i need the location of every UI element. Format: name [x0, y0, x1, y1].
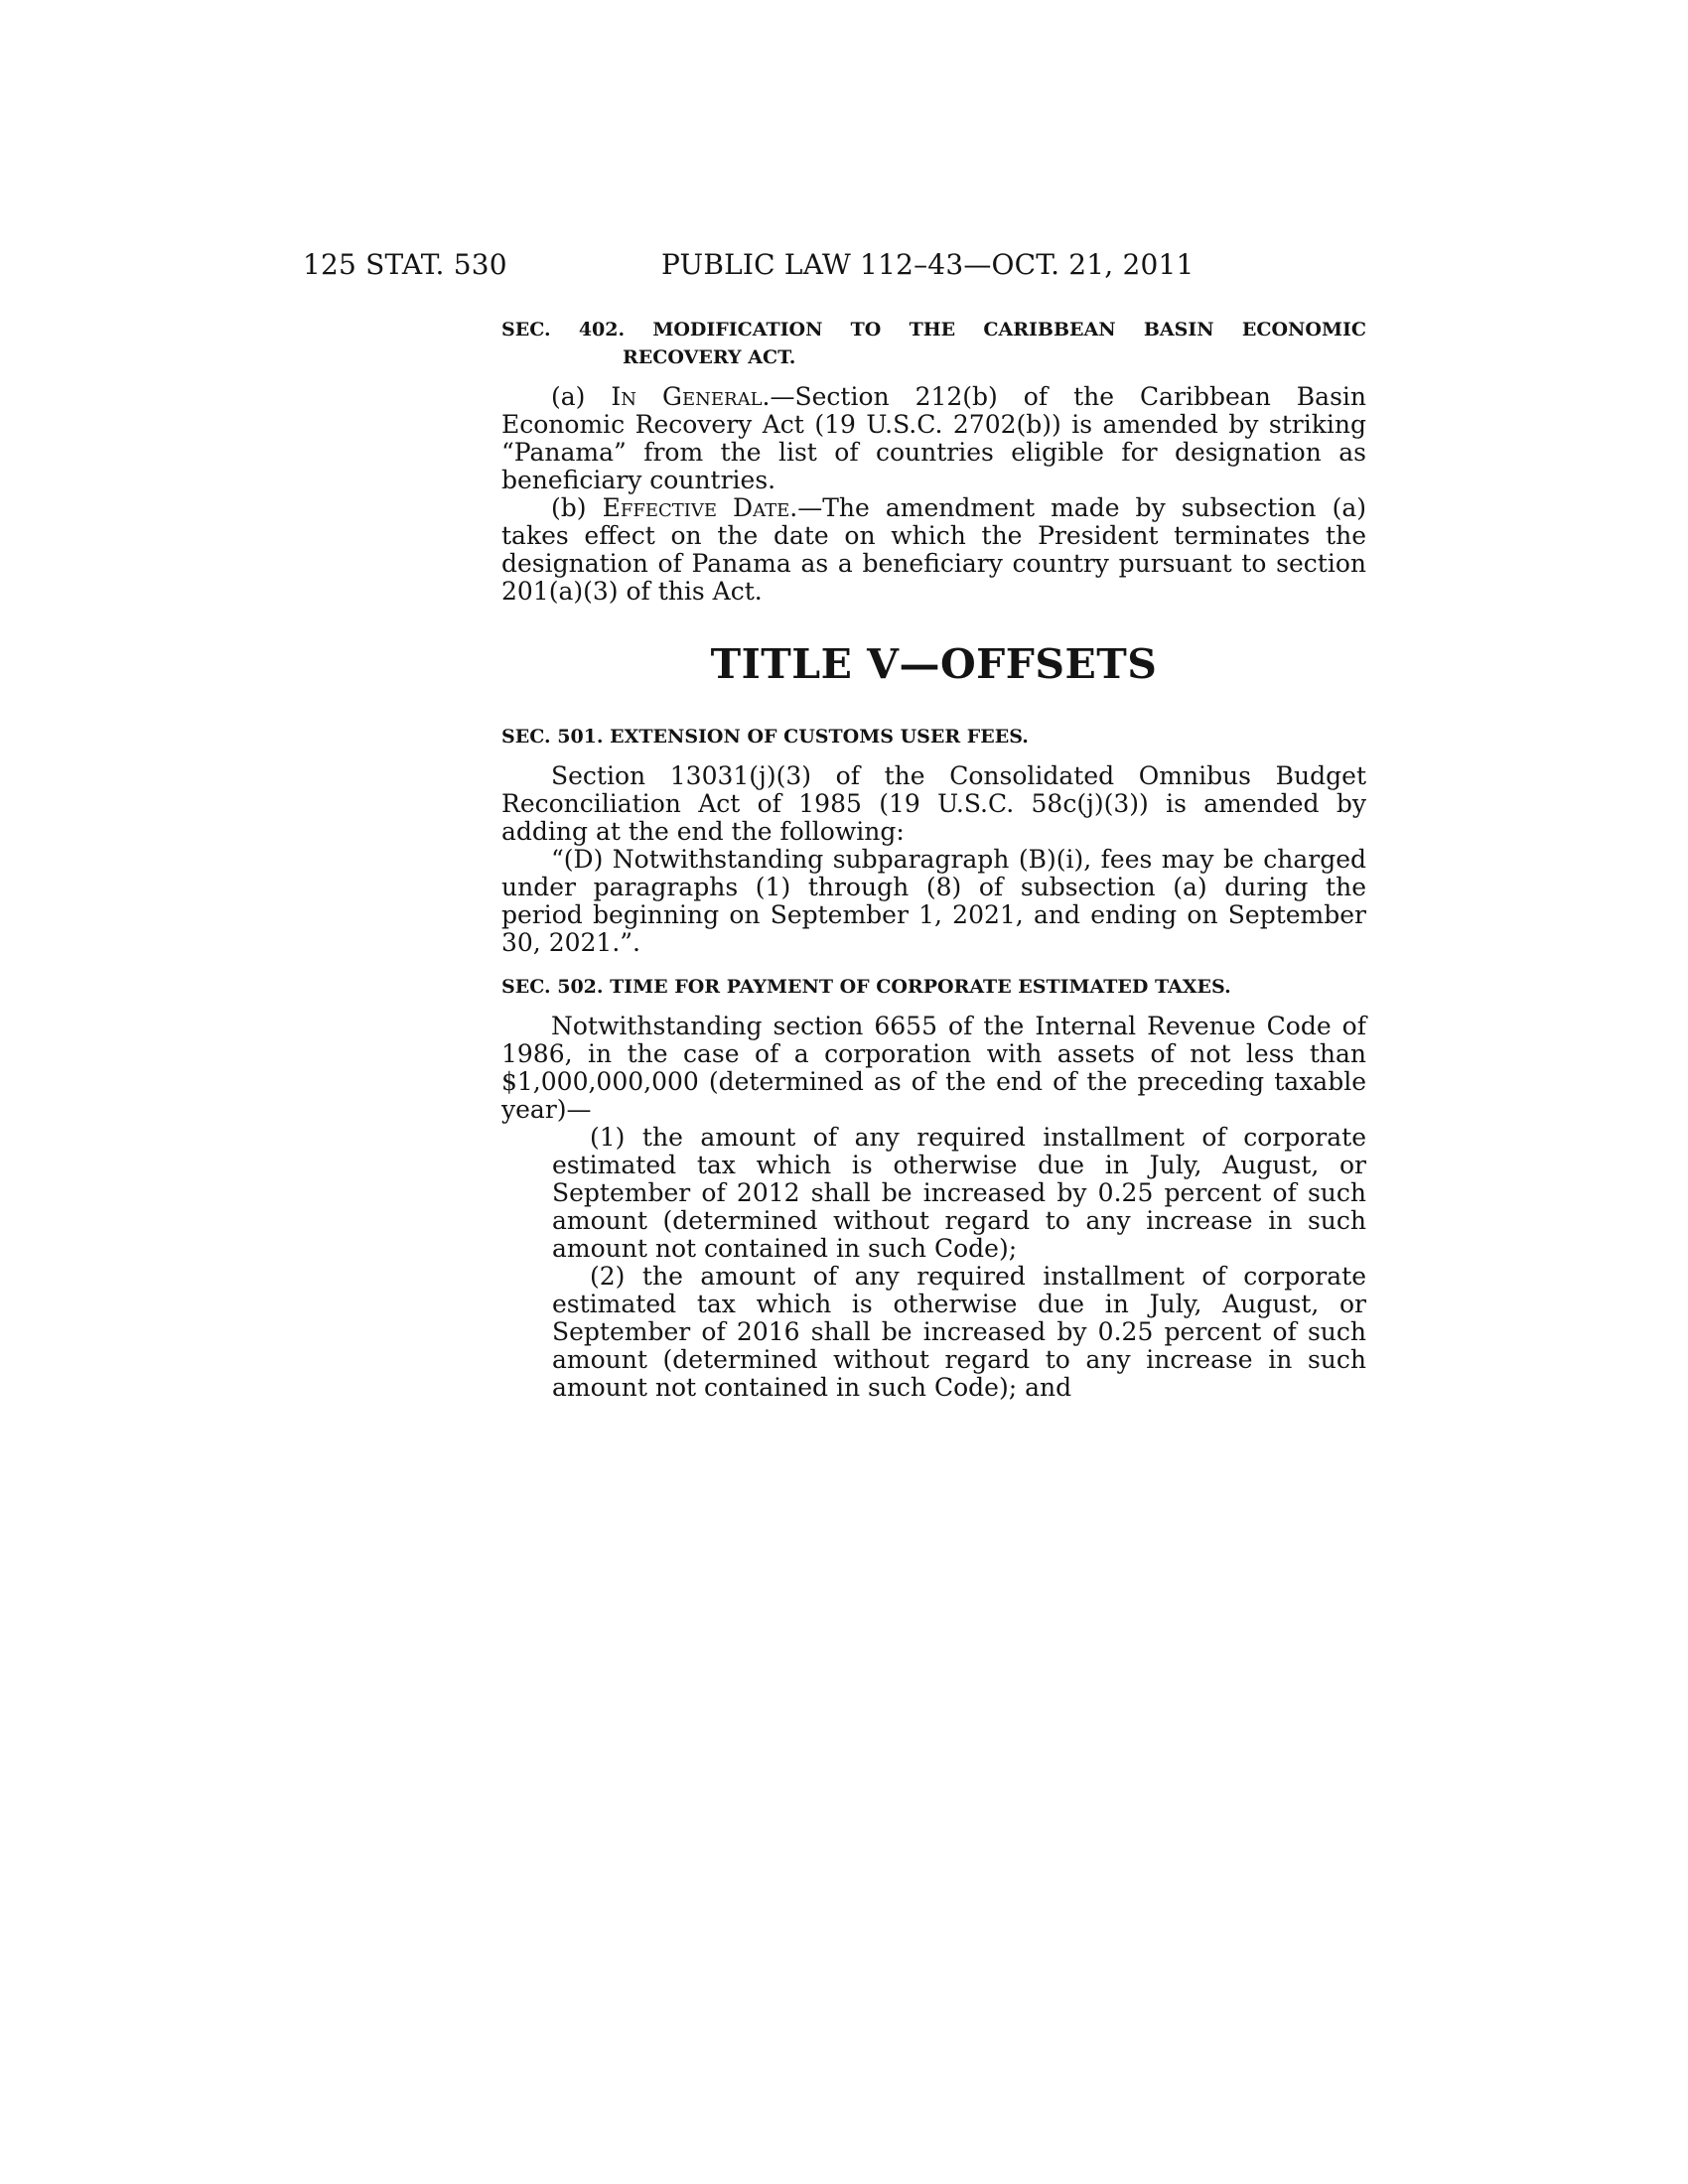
public-law-reference: PUBLIC LAW 112–43—OCT. 21, 2011 — [661, 248, 1195, 281]
subsection-a-label: In General — [611, 382, 763, 411]
section-402-heading: SEC. 402. MODIFICATION TO THE CARIBBEAN BASIN ECONOMIC — [501, 319, 1366, 341]
statute-page-reference: 125 STAT. 530 — [303, 248, 507, 281]
section-402-heading-continued: RECOVERY ACT. — [623, 346, 796, 368]
section-502-heading: SEC. 502. TIME FOR PAYMENT OF CORPORATE ESTIMATED TAXES. — [501, 976, 1231, 998]
section-501-heading: SEC. 501. EXTENSION OF CUSTOMS USER FEES. — [501, 726, 1029, 748]
document-body — [501, 316, 1366, 1402]
page-header — [303, 248, 1276, 292]
title-v-heading: TITLE V—OFFSETS — [710, 640, 1158, 688]
section-402-subsection-a: (a) In General.—Section 212(b) of the Caribbean Basin Economic Recovery Act (19 U.S.C. 2702(b)) is amended by striking “Panama” from the list of countries eligible for designation as beneficiary countries. — [501, 382, 1367, 494]
subsection-b-label: Effective Date — [602, 493, 790, 522]
section-402-subsection-b: (b) Effective Date.—The amendment made by subsection (a) takes effect on the date on which the President terminates the designation of Panama as a beneficiary country pursuant to section 201(a)(3) of this Act. — [501, 493, 1366, 606]
section-501-paragraph: Section 13031(j)(3) of the Consolidated Omnibus Budget Reconciliation Act of 1985 (19 U.S.C. 58c(j)(3)) is amended by adding at the end the following: — [501, 761, 1366, 846]
section-501-amendment-text: “(D) Notwithstanding subparagraph (B)(i), fees may be charged under paragraphs (1) through (8) of subsection (a) during the period beginning on September 1, 2021, and ending on September 30, 2021.”. — [501, 845, 1366, 957]
section-502-intro: Notwithstanding section 6655 of the Internal Revenue Code of 1986, in the case of a corporation with assets of not less than $1,000,000,000 (determined as of the end of the preceding taxable year)— — [501, 1012, 1366, 1124]
section-502-item-2: (2) the amount of any required installment of corporate estimated tax which is otherwise due in July, August, or September of 2016 shall be increased by 0.25 percent of such amount (determined without regard to any increase in such amount not contained in such Code); and — [552, 1262, 1366, 1402]
section-502-item-1: (1) the amount of any required installment of corporate estimated tax which is otherwise due in July, August, or September of 2012 shall be increased by 0.25 percent of such amount (determined without regard to any increase in such amount not contained in such Code); — [552, 1123, 1366, 1263]
